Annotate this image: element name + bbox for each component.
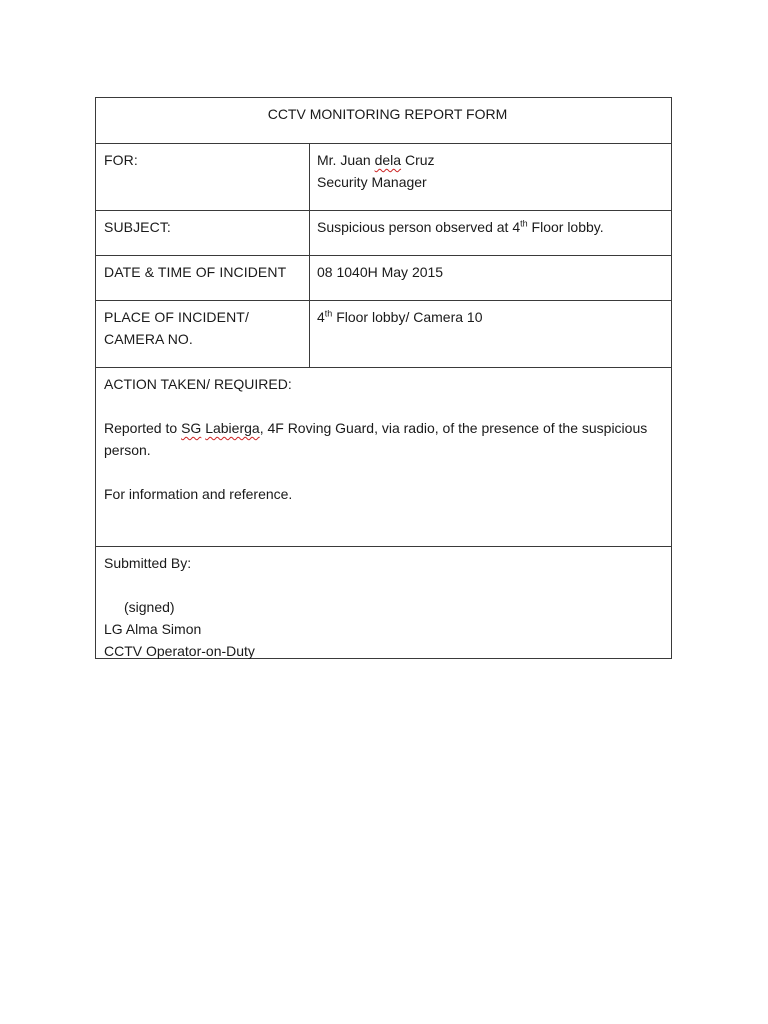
- submitted-label: Submitted By:: [104, 555, 192, 571]
- submitter-name: LG Alma Simon: [104, 621, 202, 637]
- place-value: 4th Floor lobby/ Camera 10: [317, 308, 483, 325]
- recipient-name: Mr. Juan dela Cruz: [317, 152, 435, 168]
- date-time-value: 08 1040H May 2015: [317, 264, 444, 280]
- place-label: PLACE OF INCIDENT/ CAMERA NO.: [96, 301, 310, 367]
- action-section: [96, 368, 671, 546]
- superscript: th: [520, 218, 528, 229]
- spellcheck-flagged-word: SG: [181, 420, 202, 436]
- date-time-row: [96, 256, 671, 301]
- action-row: [96, 368, 671, 547]
- action-text-line2: person.: [104, 442, 151, 458]
- signature-note: (signed): [124, 599, 175, 615]
- submitted-row: [96, 547, 671, 659]
- subject-value: Suspicious person observed at 4th Floor lobby.: [317, 218, 604, 235]
- form-title: CCTV MONITORING REPORT FORM: [267, 106, 508, 122]
- form-title-row: [96, 98, 671, 144]
- recipient-position: Security Manager: [317, 174, 427, 190]
- subject-label: SUBJECT:: [96, 211, 310, 255]
- action-text-line1: Reported to SG Labierga, 4F Roving Guard, via radio, of the presence of the suspicious: [104, 420, 648, 436]
- for-value: [310, 144, 671, 210]
- submitted-section: [96, 547, 671, 659]
- action-label: ACTION TAKEN/ REQUIRED:: [104, 376, 292, 392]
- place-row: [96, 301, 671, 368]
- date-time-label: DATE & TIME OF INCIDENT: [96, 256, 310, 300]
- subject-row: [96, 211, 671, 256]
- action-text-line3: For information and reference.: [104, 486, 293, 502]
- superscript: th: [324, 308, 333, 319]
- submitter-position: CCTV Operator-on-Duty: [104, 643, 255, 659]
- for-row: [96, 144, 671, 211]
- spellcheck-flagged-word: dela: [374, 152, 402, 168]
- for-label: FOR:: [96, 144, 310, 210]
- spellcheck-flagged-word: Labierga: [205, 420, 260, 436]
- cctv-report-form: [95, 97, 672, 659]
